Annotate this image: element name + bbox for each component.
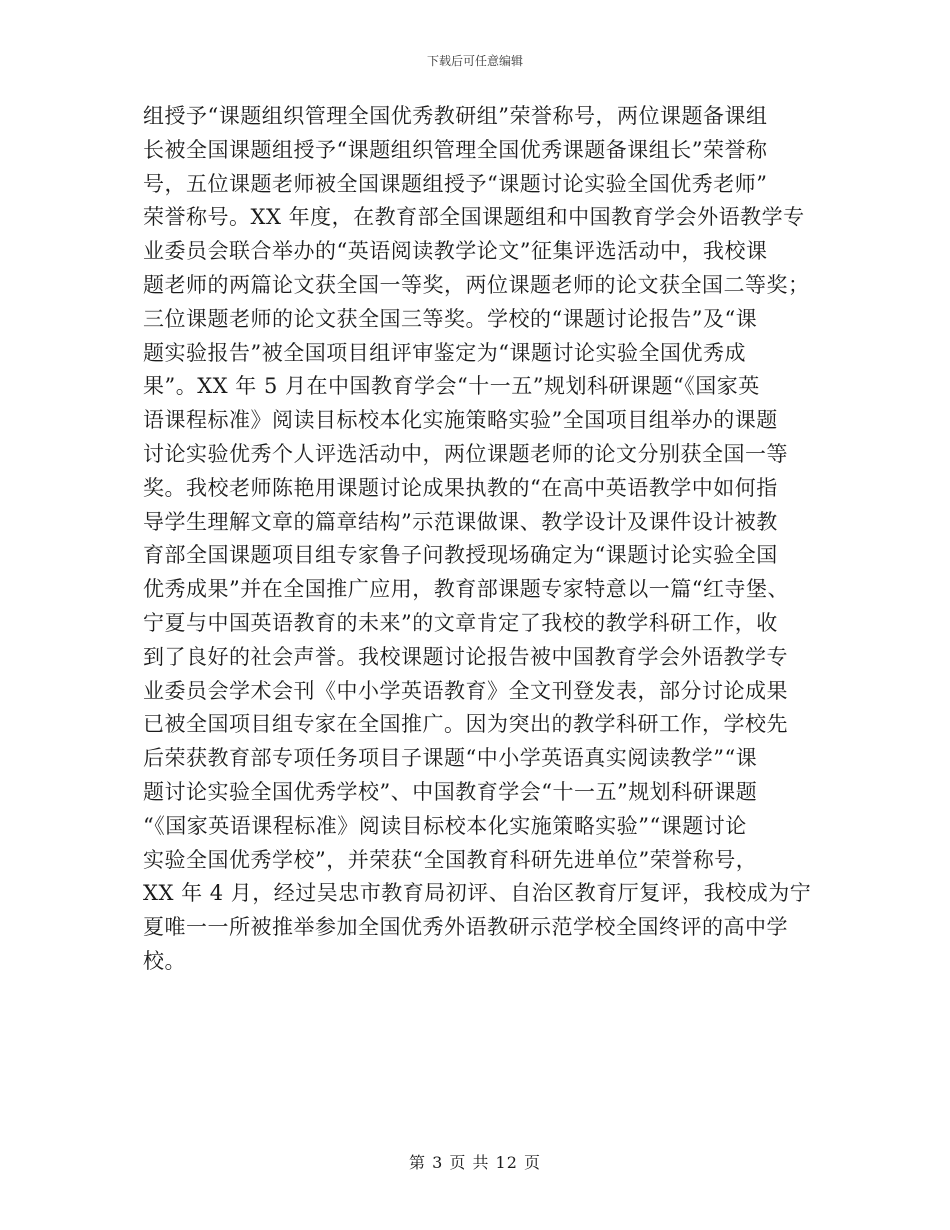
- text-line: 后荣获教育部专项任务项目子课题“中小学英语真实阅读教学”“课: [143, 746, 758, 771]
- text-line: “《国家英语课程标准》阅读目标校本化实施策略实验”“课题讨论: [143, 813, 747, 838]
- text-line: 业委员会联合举办的“英语阅读教学论文”征集评选活动中，我校课: [143, 239, 768, 264]
- text-line: 讨论实验优秀个人评选活动中，两位课题老师的论文分别获全国一等: [143, 441, 788, 466]
- text-line: XX 年 4 月，经过吴忠市教育局初评、自治区教育厅复评，我校成为宁: [143, 881, 812, 906]
- text-line: 夏唯一一所被推举参加全国优秀外语教研示范学校全国终评的高中学: [143, 915, 788, 940]
- text-line: 题老师的两篇论文获全国一等奖，两位课题老师的论文获全国二等奖；: [143, 272, 810, 297]
- text-line: 到了良好的社会声誉。我校课题讨论报告被中国教育学会外语教学专: [143, 644, 788, 669]
- page-header-note: 下载后可任意编辑: [426, 54, 523, 68]
- text-line: 三位课题老师的论文获全国三等奖。学校的“课题讨论报告”及“课: [143, 306, 758, 331]
- text-line: 育部全国课题项目组专家鲁子问教授现场确定为“课题讨论实验全国: [143, 543, 778, 568]
- text-line: 组授予“课题组织管理全国优秀教研组”荣誉称号，两位课题备课组: [143, 104, 768, 128]
- text-line: 奖。我校老师陈艳用课题讨论成果执教的“在高中英语教学中如何指: [143, 475, 778, 500]
- document-body: [143, 100, 823, 979]
- text-line: 题讨论实验全国优秀学校”、中国教育学会“十一五”规划科研课题: [143, 779, 758, 804]
- text-line: 果”。XX 年 5 月在中国教育学会“十一五”规划科研课题“《国家英: [143, 374, 760, 399]
- text-line: 校。: [143, 948, 186, 973]
- text-line: 实验全国优秀学校”，并荣获“全国教育科研先进单位”荣誉称号，: [143, 847, 758, 872]
- text-line: 荣誉称号。XX 年度，在教育部全国课题组和中国教育学会外语教学专: [143, 205, 805, 230]
- text-line: 题实验报告”被全国项目组评审鉴定为“课题讨论实验全国优秀成: [143, 340, 746, 365]
- text-line: 业委员会学术会刊《中小学英语教育》全文刊登发表，部分讨论成果: [143, 678, 788, 703]
- text-line: 号，五位课题老师被全国课题组授予“课题讨论实验全国优秀老师”: [143, 171, 768, 196]
- page-number: 第 3 页 共 12 页: [409, 1153, 541, 1172]
- text-line: 导学生理解文章的篇章结构”示范课做课、教学设计及课件设计被教: [143, 509, 778, 534]
- text-line: 语课程标准》阅读目标校本化实施策略实验”全国项目组举办的课题: [143, 408, 778, 433]
- text-line: 宁夏与中国英语教育的未来”的文章肯定了我校的教学科研工作，收: [143, 610, 778, 635]
- text-line: 优秀成果”并在全国推广应用，教育部课题专家特意以一篇“红寺堡、: [143, 577, 789, 602]
- text-line: 已被全国项目组专家在全国推广。因为突出的教学科研工作，学校先: [143, 712, 788, 737]
- text-line: 长被全国课题组授予“课题组织管理全国优秀课题备课组长”荣誉称: [143, 137, 768, 162]
